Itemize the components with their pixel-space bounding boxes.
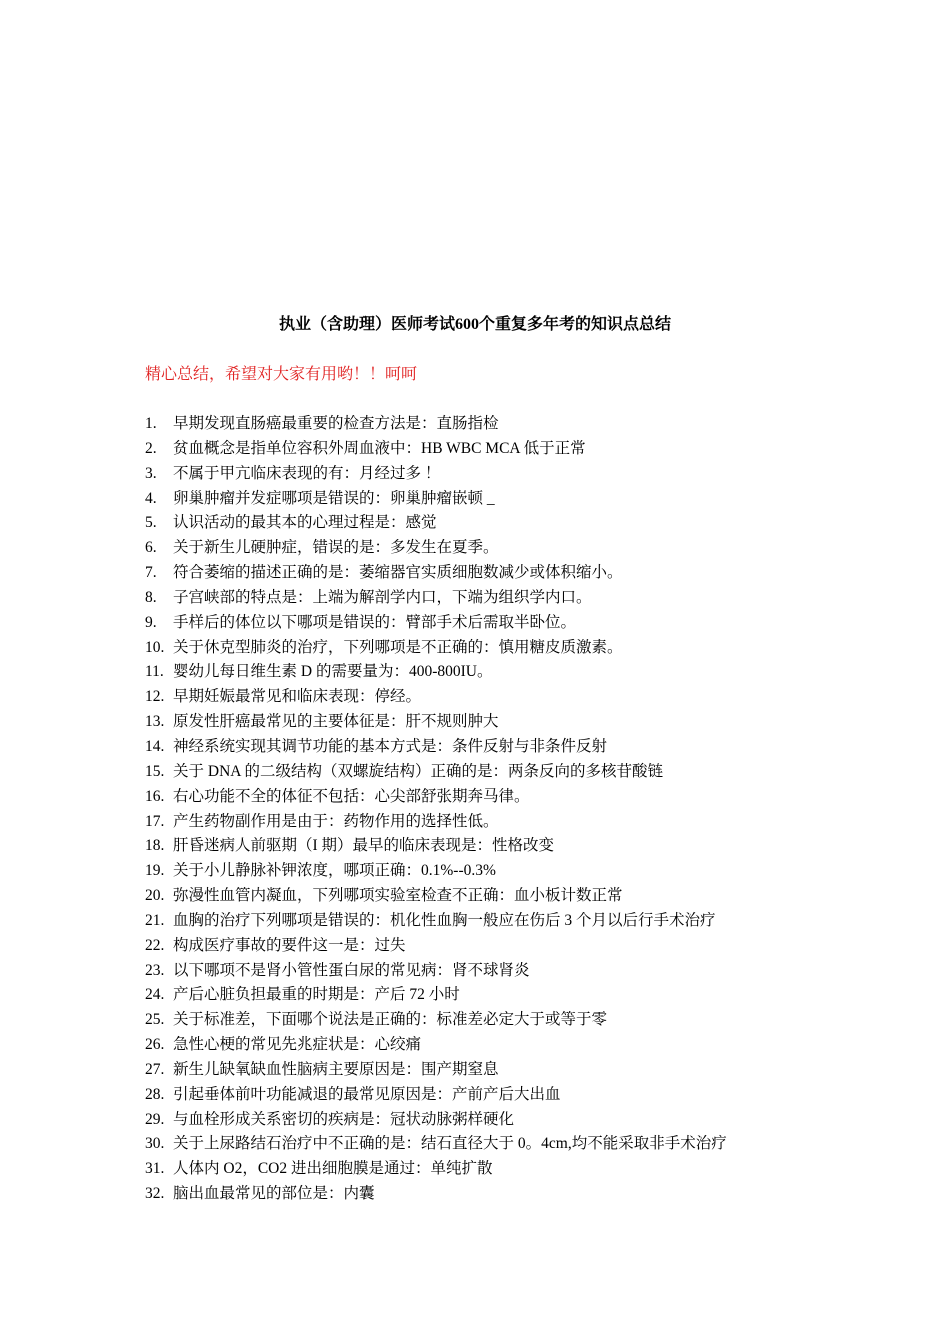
list-item-text: 构成医疗事故的要件这一是：过失	[173, 936, 406, 954]
list-item-text: 认识活动的最其本的心理过程是：感觉	[173, 514, 437, 532]
list-item-number: 2.	[145, 439, 157, 457]
list-item	[145, 983, 727, 1008]
list-item	[145, 462, 727, 487]
list-item-text: 符合萎缩的描述正确的是：萎缩器官实质细胞数减少或体积缩小。	[173, 564, 623, 582]
list-item	[145, 561, 727, 586]
list-item-text: 关于休克型肺炎的治疗，下列哪项是不正确的：慎用糖皮质激素。	[173, 638, 623, 656]
list-item	[145, 660, 727, 685]
list-item-number: 31.	[145, 1160, 165, 1178]
list-item-text: 人体内 O2，CO2 进出细胞膜是通过：单纯扩散	[173, 1160, 493, 1178]
list-item-text: 血胸的治疗下列哪项是错误的：机化性血胸一般应在伤后 3 个月以后行手术治疗	[173, 911, 716, 929]
list-item	[145, 1132, 727, 1157]
list-item	[145, 586, 727, 611]
list-item-number: 27.	[145, 1060, 165, 1078]
list-item	[145, 636, 727, 661]
list-item-number: 1.	[145, 415, 157, 432]
list-item-text: 关于新生儿硬肿症，错误的是：多发生在夏季。	[173, 539, 499, 557]
list-item	[145, 511, 727, 536]
list-item-number: 4.	[145, 489, 157, 507]
list-item-text: 神经系统实现其调节功能的基本方式是：条件反射与非条件反射	[173, 737, 608, 755]
list-item-text: 产生药物副作用是由于：药物作用的选择性低。	[173, 812, 499, 830]
list-item-number: 11.	[145, 663, 164, 681]
list-item-number: 17.	[145, 812, 165, 830]
list-item-text: 弥漫性血管内凝血，下列哪项实验室检查不正确：血小板计数正常	[173, 887, 623, 905]
knowledge-point-list	[145, 412, 727, 1207]
list-item-number: 28.	[145, 1085, 165, 1103]
list-item-text: 关于上尿路结石治疗中不正确的是：结石直径大于 0。4cm,均不能采取非手术治疗	[173, 1135, 727, 1153]
list-item	[145, 685, 727, 710]
list-item-number: 24.	[145, 986, 165, 1004]
list-item-text: 关于 DNA 的二级结构（双螺旋结构）正确的是：两条反向的多核苷酸链	[173, 762, 663, 780]
list-item	[145, 1033, 727, 1058]
list-item	[145, 1108, 727, 1133]
list-item-text: 肝昏迷病人前驱期（I 期）最早的临床表现是：性格改变	[173, 837, 555, 855]
list-item-text: 脑出血最常见的部位是：内囊	[173, 1185, 375, 1203]
list-item	[145, 536, 727, 561]
list-item-text: 卵巢肿瘤并发症哪项是错误的：卵巢肿瘤嵌顿 _	[173, 489, 495, 507]
list-item	[145, 934, 727, 959]
list-item-text: 急性心梗的常见先兆症状是：心绞痛	[173, 1036, 422, 1054]
list-item-number: 30.	[145, 1135, 165, 1153]
list-item-text: 关于标准差，下面哪个说法是正确的：标准差必定大于或等于零	[173, 1011, 608, 1029]
list-item	[145, 1083, 727, 1108]
list-item-text: 贫血概念是指单位容积外周血液中：HB WBC MCA 低于正常	[173, 439, 586, 457]
list-item-number: 15.	[145, 762, 165, 780]
list-item	[145, 1182, 727, 1207]
list-item	[145, 735, 727, 760]
list-item-text: 关于小儿静脉补钾浓度，哪项正确：0.1%--0.3%	[173, 862, 496, 880]
list-item-number: 23.	[145, 961, 165, 979]
list-item-number: 9.	[145, 613, 157, 631]
list-item-number: 5.	[145, 514, 157, 532]
list-item-number: 29.	[145, 1110, 165, 1128]
list-item-number: 22.	[145, 936, 165, 954]
list-item-number: 21.	[145, 911, 165, 929]
list-item	[145, 412, 727, 437]
list-item-number: 3.	[145, 464, 157, 482]
list-item	[145, 859, 727, 884]
list-item	[145, 1157, 727, 1182]
list-item	[145, 487, 727, 512]
list-item-text: 早期发现直肠癌最重要的检查方法是：直肠指检	[173, 415, 499, 432]
list-item-number: 18.	[145, 837, 165, 855]
list-item	[145, 760, 727, 785]
list-item-number: 26.	[145, 1036, 165, 1054]
list-item	[145, 1008, 727, 1033]
list-item-number: 13.	[145, 713, 165, 731]
list-item	[145, 884, 727, 909]
list-item-number: 12.	[145, 688, 165, 706]
document-title: 执业（含助理）医师考试600个重复多年考的知识点总结	[278, 316, 671, 333]
list-item	[145, 611, 727, 636]
list-item-text: 与血栓形成关系密切的疾病是：冠状动脉粥样硬化	[173, 1110, 515, 1128]
list-item-text: 产后心脏负担最重的时期是：产后 72 小时	[173, 986, 460, 1004]
list-item-number: 7.	[145, 564, 157, 582]
list-item-text: 原发性肝癌最常见的主要体征是：肝不规则肿大	[173, 713, 499, 731]
list-item-number: 10.	[145, 638, 165, 656]
list-item-text: 不属于甲亢临床表现的有：月经过多 ！	[173, 464, 441, 482]
list-item	[145, 834, 727, 859]
list-item	[145, 810, 727, 835]
list-item-number: 16.	[145, 787, 165, 805]
list-item-number: 32.	[145, 1185, 165, 1203]
list-item	[145, 959, 727, 984]
list-item-text: 婴幼儿每日维生素 D 的需要量为：400-800IU。	[173, 663, 493, 681]
list-item	[145, 1058, 727, 1083]
list-item-number: 6.	[145, 539, 157, 557]
list-item-number: 25.	[145, 1011, 165, 1029]
list-item-text: 子宫峡部的特点是：上端为解剖学内口，下端为组织学内口。	[173, 588, 592, 606]
list-item	[145, 437, 727, 462]
intro-note: 精心总结，希望对大家有用哟！！呵呵	[145, 366, 418, 383]
list-item-text: 早期妊娠最常见和临床表现：停经。	[173, 688, 422, 706]
list-item	[145, 909, 727, 934]
list-item-number: 14.	[145, 737, 165, 755]
list-item	[145, 785, 727, 810]
list-item-text: 右心功能不全的体征不包括：心尖部舒张期奔马律。	[173, 787, 530, 805]
list-item-number: 8.	[145, 588, 157, 606]
list-item-number: 20.	[145, 887, 165, 905]
list-item-text: 以下哪项不是肾小管性蛋白尿的常见病：肾不球肾炎	[173, 961, 530, 979]
list-item-text: 引起垂体前叶功能减退的最常见原因是：产前产后大出血	[173, 1085, 561, 1103]
list-item-number: 19.	[145, 862, 165, 880]
list-item-text: 新生儿缺氧缺血性脑病主要原因是：围产期窒息	[173, 1060, 499, 1078]
list-item-text: 手样后的体位以下哪项是错误的：臂部手术后需取半卧位。	[173, 613, 577, 631]
list-item	[145, 710, 727, 735]
